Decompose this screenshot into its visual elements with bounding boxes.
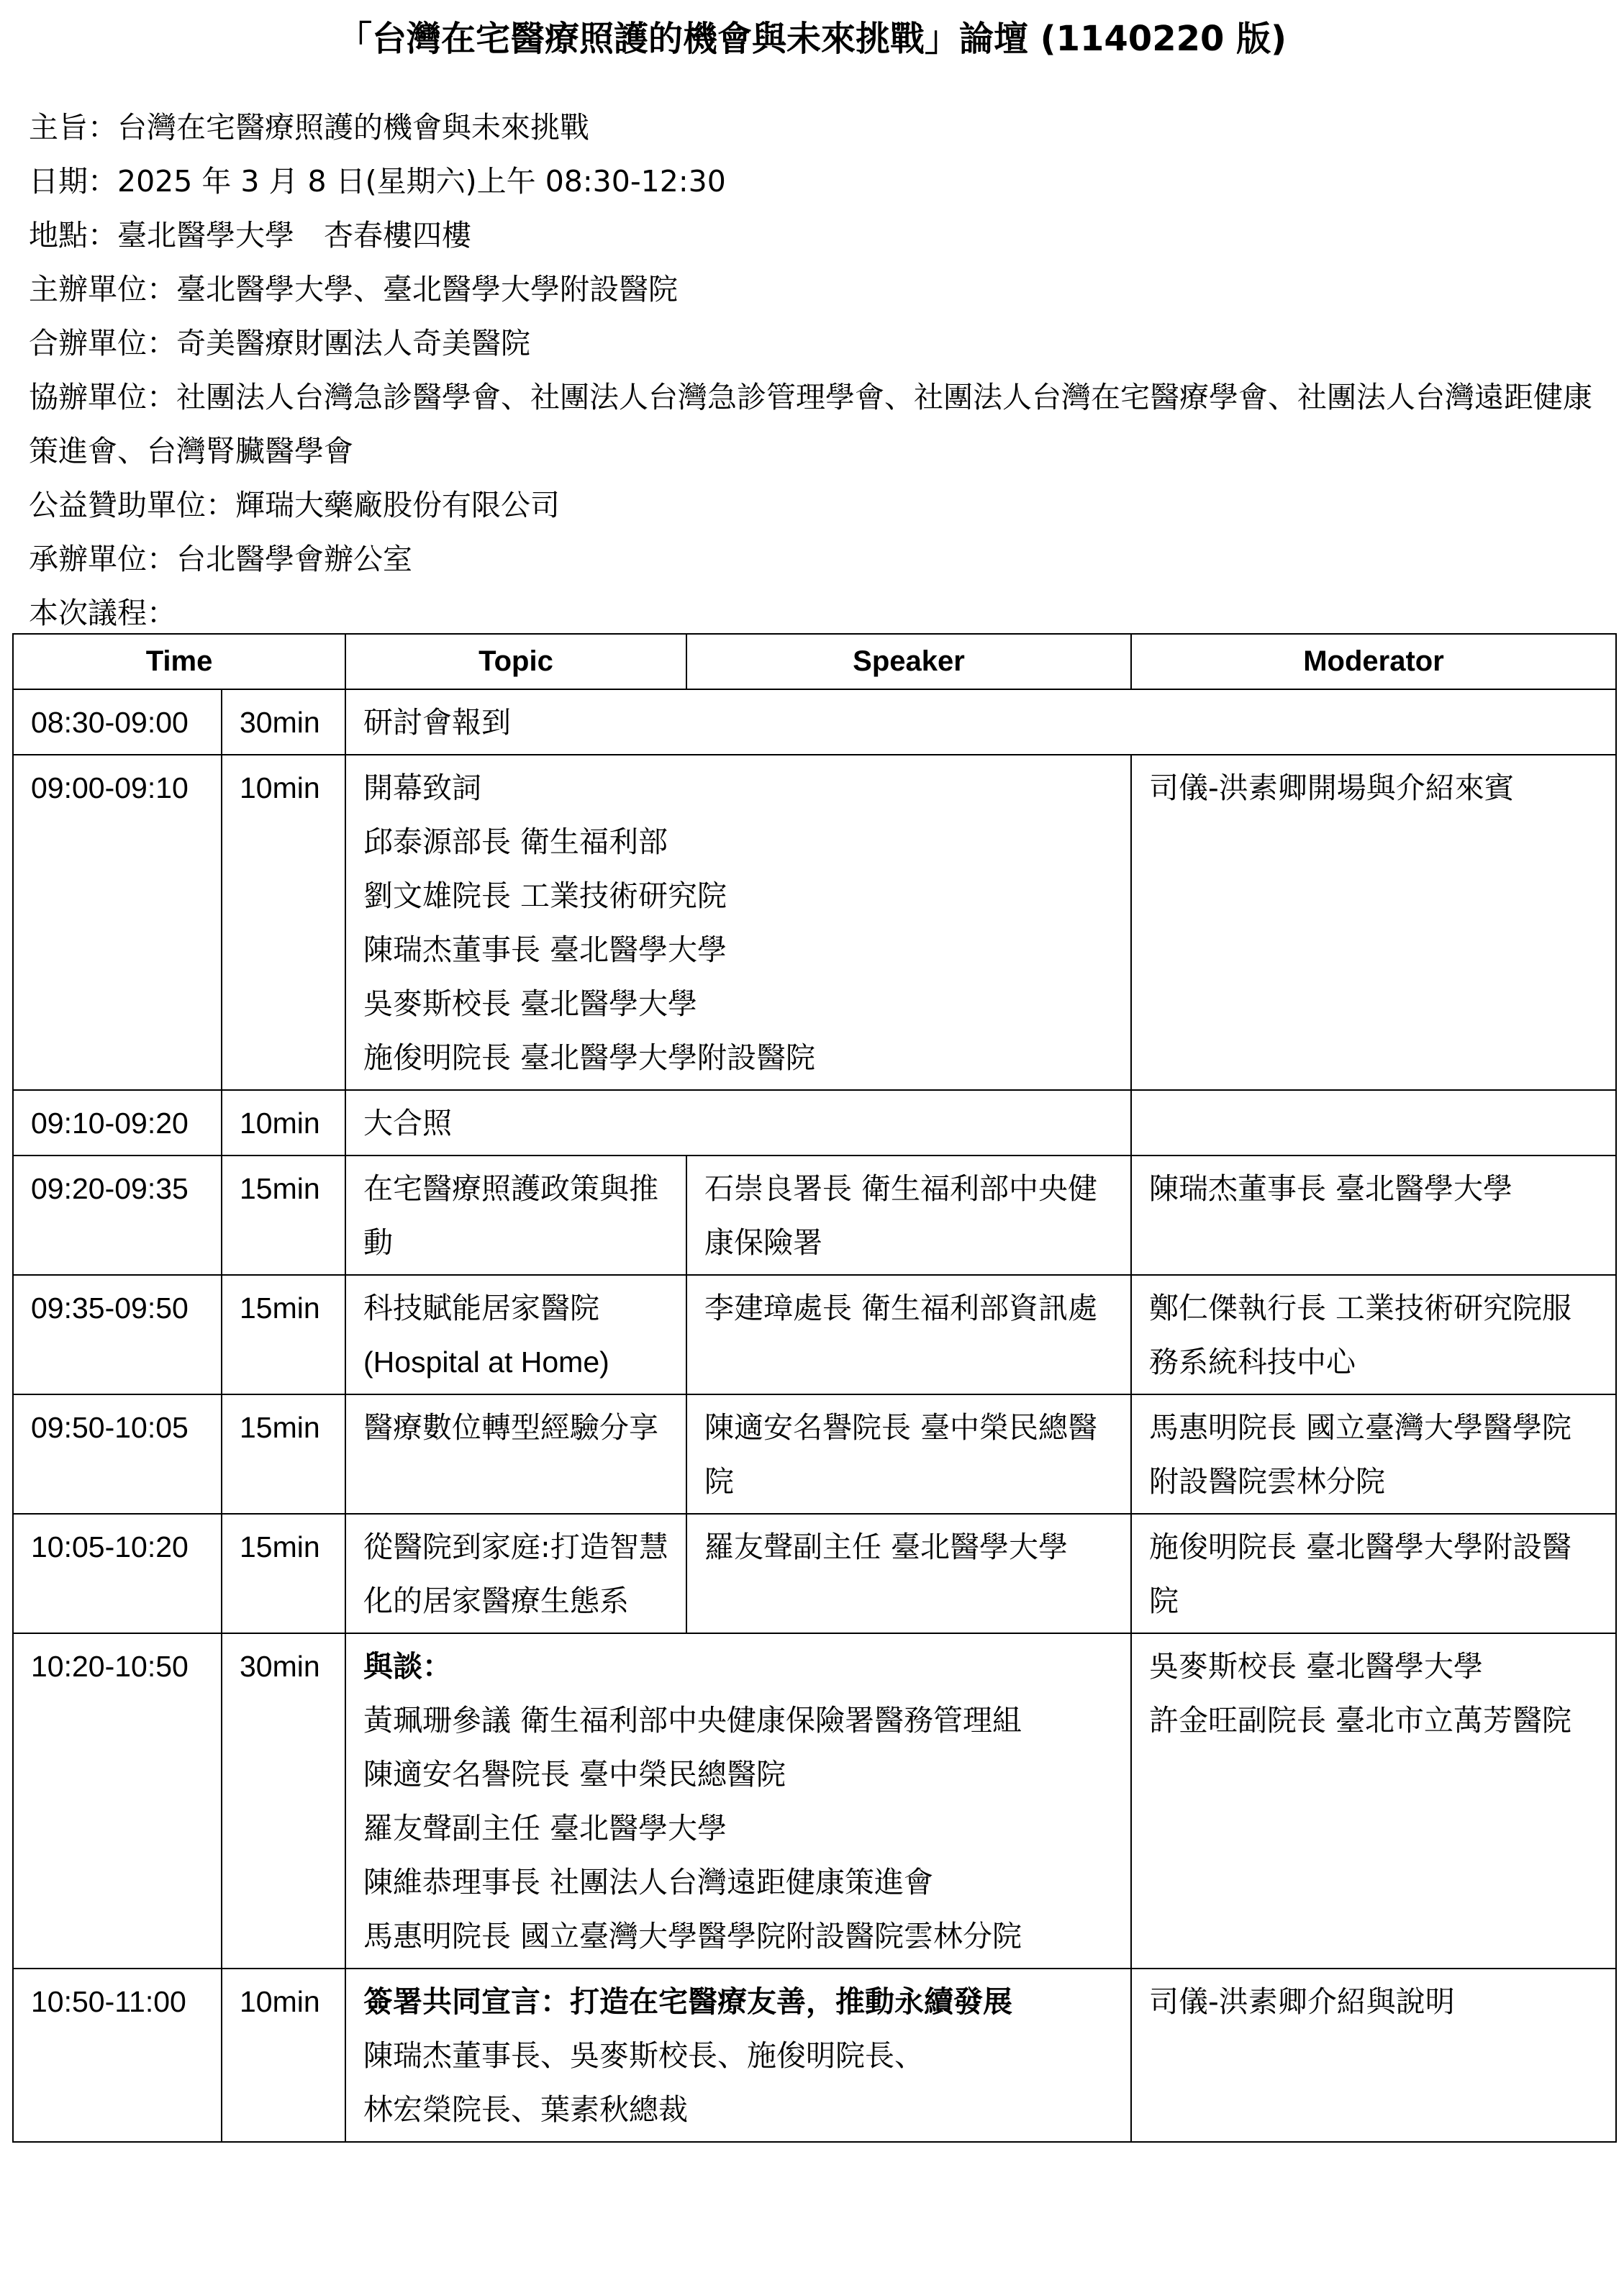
event-info <box>29 101 1605 640</box>
signer-item: 陳瑞杰董事長、吳麥斯校長、施俊明院長、 <box>363 2038 925 2073</box>
panelist-item: 羅友聲副主任 臺北醫學大學 <box>363 1811 727 1845</box>
header-moderator: Moderator <box>1131 634 1616 689</box>
signer-item: 林宏榮院長、葉素秋總裁 <box>363 2092 689 2127</box>
row-moderator: 施俊明院長 臺北醫學大學附設醫院 <box>1131 1514 1616 1633</box>
row-topic: 簽署共同宣言：打造在宅醫療友善，推動永續發展 <box>363 1984 1013 2019</box>
header-speaker: Speaker <box>686 634 1131 689</box>
moderator-item: 許金旺副院長 臺北市立萬芳醫院 <box>1149 1703 1572 1738</box>
row-topic: 大合照 <box>345 1090 1131 1156</box>
row-moderator: 司儀-洪素卿介紹與說明 <box>1131 1969 1616 2142</box>
row-duration: 15min <box>222 1514 345 1633</box>
row-moderator: 鄭仁傑執行長 工業技術研究院服務系統科技中心 <box>1131 1275 1616 1394</box>
info-venue: 地點：臺北醫學大學 杏春樓四樓 <box>29 218 471 253</box>
row-topic: 醫療數位轉型經驗分享 <box>345 1394 686 1514</box>
row-time: 09:00-09:10 <box>13 755 222 1090</box>
row-time: 09:35-09:50 <box>13 1275 222 1394</box>
info-executor: 承辦單位：台北醫學會辦公室 <box>29 542 412 576</box>
panelist-item: 馬惠明院長 國立臺灣大學醫學院附設醫院雲林分院 <box>363 1919 1022 1953</box>
row-topic: 與談： <box>363 1649 453 1684</box>
row-topic-cell <box>345 1275 686 1394</box>
row-duration: 10min <box>222 1969 345 2142</box>
speech-item: 邱泰源部長 衛生福利部 <box>363 825 668 859</box>
row-duration: 30min <box>222 689 345 755</box>
table-row <box>13 1514 1616 1633</box>
table-row <box>13 1969 1616 2142</box>
info-agenda-label: 本次議程： <box>29 596 176 630</box>
speech-item: 劉文雄院長 工業技術研究院 <box>363 879 727 913</box>
row-topic: 科技賦能居家醫院 <box>363 1291 600 1325</box>
row-moderator: 馬惠明院長 國立臺灣大學醫學院附設醫院雲林分院 <box>1131 1394 1616 1514</box>
row-duration: 10min <box>222 1090 345 1156</box>
header-topic: Topic <box>345 634 686 689</box>
table-row <box>13 1275 1616 1394</box>
info-date: 日期：2025 年 3 月 8 日(星期六)上午 08:30-12:30 <box>29 164 726 199</box>
document-title: 「台灣在宅醫療照護的機會與未來挑戰」論壇 (1140220 版) <box>337 19 1287 59</box>
row-topic-cell <box>345 1969 1131 2142</box>
row-topic-cell <box>345 755 1131 1090</box>
panelist-item: 黃珮珊參議 衛生福利部中央健康保險署醫務管理組 <box>363 1703 1022 1738</box>
row-time: 10:50-11:00 <box>13 1969 222 2142</box>
row-topic-sub: (Hospital at Home) <box>363 1345 609 1379</box>
row-topic: 在宅醫療照護政策與推動 <box>345 1156 686 1275</box>
row-time: 10:20-10:50 <box>13 1633 222 1969</box>
row-speaker: 石崇良署長 衛生福利部中央健康保險署 <box>686 1156 1131 1275</box>
panelist-item: 陳適安名譽院長 臺中榮民總醫院 <box>363 1757 786 1792</box>
row-moderator-cell <box>1131 1633 1616 1969</box>
table-row <box>13 1394 1616 1514</box>
speech-item: 施俊明院長 臺北醫學大學附設醫院 <box>363 1040 816 1075</box>
moderator-item: 吳麥斯校長 臺北醫學大學 <box>1149 1649 1484 1684</box>
row-topic: 研討會報到 <box>345 689 1616 755</box>
table-row <box>13 755 1616 1090</box>
table-row <box>13 1156 1616 1275</box>
row-speaker: 羅友聲副主任 臺北醫學大學 <box>686 1514 1131 1633</box>
row-topic: 開幕致詞 <box>363 771 482 805</box>
table-row <box>13 1090 1616 1156</box>
row-duration: 30min <box>222 1633 345 1969</box>
row-topic: 從醫院到家庭:打造智慧化的居家醫療生態系 <box>345 1514 686 1633</box>
agenda-table <box>12 633 1617 2143</box>
speech-item: 吳麥斯校長 臺北醫學大學 <box>363 986 698 1021</box>
info-theme: 主旨：台灣在宅醫療照護的機會與未來挑戰 <box>29 110 589 145</box>
row-moderator-empty <box>1131 1090 1616 1156</box>
speech-item: 陳瑞杰董事長 臺北醫學大學 <box>363 932 727 967</box>
row-speaker: 陳適安名譽院長 臺中榮民總醫院 <box>686 1394 1131 1514</box>
row-speaker: 李建璋處長 衛生福利部資訊處 <box>686 1275 1131 1394</box>
row-time: 10:05-10:20 <box>13 1514 222 1633</box>
info-co-organizer: 合辦單位：奇美醫療財團法人奇美醫院 <box>29 326 530 360</box>
table-header-row <box>13 634 1616 689</box>
row-time: 08:30-09:00 <box>13 689 222 755</box>
table-row <box>13 1633 1616 1969</box>
row-topic-cell <box>345 1633 1131 1969</box>
info-organizer: 主辦單位：臺北醫學大學、臺北醫學大學附設醫院 <box>29 272 678 307</box>
row-duration: 15min <box>222 1156 345 1275</box>
info-sponsor: 公益贊助單位：輝瑞大藥廠股份有限公司 <box>29 488 560 522</box>
header-time: Time <box>13 634 345 689</box>
row-moderator: 司儀-洪素卿開場與介紹來賓 <box>1131 755 1616 1090</box>
panelist-item: 陳維恭理事長 社團法人台灣遠距健康策進會 <box>363 1865 934 1899</box>
row-moderator: 陳瑞杰董事長 臺北醫學大學 <box>1131 1156 1616 1275</box>
row-time: 09:50-10:05 <box>13 1394 222 1514</box>
table-row <box>13 689 1616 755</box>
row-duration: 15min <box>222 1394 345 1514</box>
row-duration: 10min <box>222 755 345 1090</box>
row-time: 09:20-09:35 <box>13 1156 222 1275</box>
row-duration: 15min <box>222 1275 345 1394</box>
row-time: 09:10-09:20 <box>13 1090 222 1156</box>
info-assistant: 協辦單位：社團法人台灣急診醫學會、社團法人台灣急診管理學會、社團法人台灣在宅醫療學會、社團法人台灣遠距健康策進會、台灣腎臟醫學會 <box>29 380 1592 468</box>
